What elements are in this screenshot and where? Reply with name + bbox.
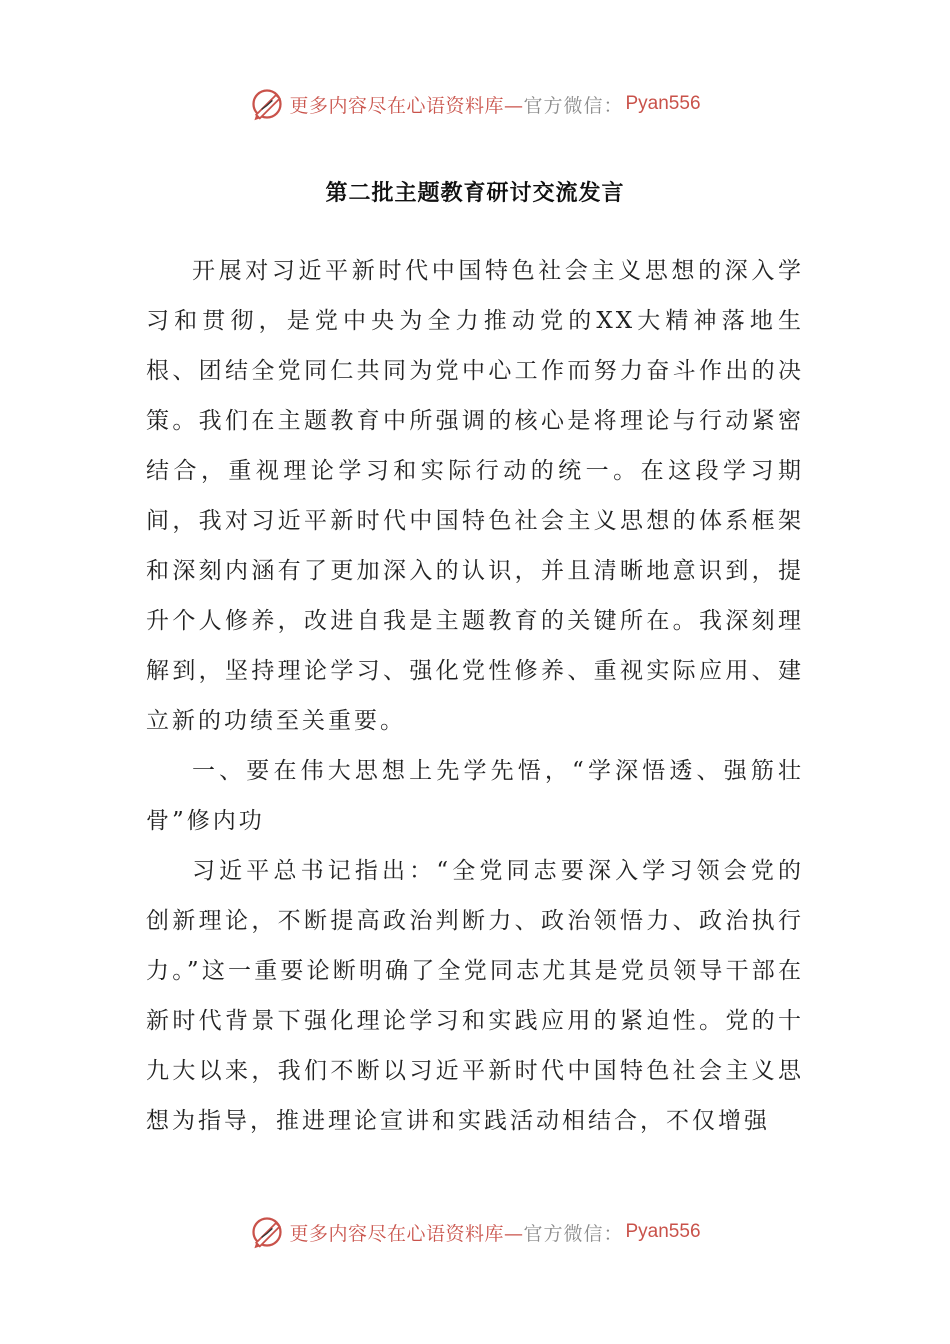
paragraph-body: 习近平总书记指出：“全党同志要深入学习领会党的创新理论，不断提高政治判断力、政治领悟力、政治执行力。”这一重要论断明确了全党同志尤其是党员领导干部在新时代背景下强化理论学习和实践应用的紧迫性。党的十九大以来，我们不断以习近平新时代中国特色社会主义思想为指导，推进理论宣讲和实践活动相结合，不仅增强 <box>146 858 804 1134</box>
paragraph-intro: 开展对习近平新时代中国特色社会主义思想的深入学习和贯彻，是党中央为全力推动党的XX大精神落地生根、团结全党同仁共同为党中心工作而努力奋斗作出的决策。我们在主题教育中所强调的核心是将理论与行动紧密结合，重视理论学习和实际行动的统一。在这段学习期间，我对习近平新时代中国特色社会主义思想的体系框架和深刻内涵有了更加深入的认识，并且清晰地意识到，提升个人修养，改进自我是主题教育的关键所在。我深刻理解到，坚持理论学习、强化党性修养、重视实际应用、建立新的功绩至关重要。 <box>146 258 804 734</box>
footer-banner <box>0 1210 950 1254</box>
header-banner <box>0 82 950 126</box>
footer-brand-text: 更多内容尽在心语资料库— <box>289 1222 524 1245</box>
header-wechat-label: 官方微信： <box>523 94 624 117</box>
document-body <box>146 246 804 1146</box>
footer-wechat-id: Pyan556 <box>625 1221 701 1242</box>
footer-wechat-label: 官方微信： <box>523 1222 624 1245</box>
header-brand-text: 更多内容尽在心语资料库— <box>289 94 524 117</box>
paragraph-heading-one: 一、要在伟大思想上先学先悟，“学深悟透、强筋壮骨”修内功 <box>146 758 804 834</box>
document-title: 第二批主题教育研讨交流发言 <box>325 181 625 206</box>
header-wechat-id: Pyan556 <box>625 93 701 114</box>
pen-logo-icon <box>249 1214 285 1250</box>
pen-logo-icon <box>249 86 285 122</box>
